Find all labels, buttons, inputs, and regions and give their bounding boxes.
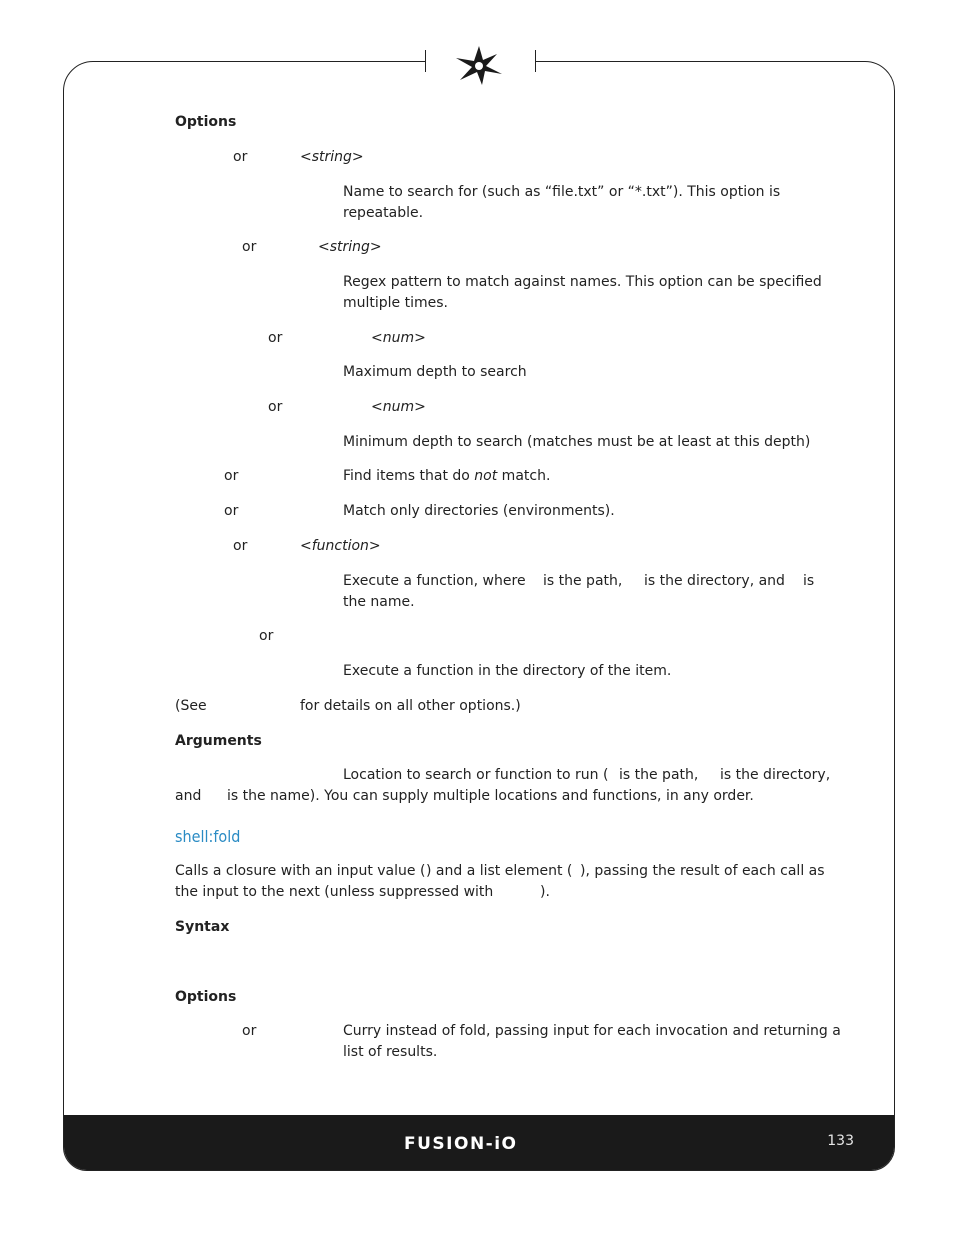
opt3-or: or [268, 330, 283, 346]
opt5-desc [343, 466, 550, 487]
opt2-param: <string> [318, 239, 382, 255]
opt2-desc: Regex pattern to match against names. This option can be specified [343, 274, 822, 290]
opt7-desc-a: Execute a function, where [343, 573, 526, 589]
opt7-desc-b: is the path, [543, 573, 623, 589]
header-divider-right [535, 50, 536, 72]
opt1-desc-2: repeatable. [343, 205, 424, 221]
opt7-desc-d: is [803, 573, 815, 589]
opt2-desc-2: multiple times. [343, 295, 448, 311]
see-pre: (See [175, 698, 207, 714]
opt2-or: or [242, 239, 257, 255]
opt4-desc: Minimum depth to search (matches must be at least at this depth) [343, 434, 811, 450]
opt7-desc-c: is the directory, and [644, 573, 785, 589]
options2-heading: Options [175, 989, 237, 1005]
page-number: 133 [827, 1133, 854, 1149]
opt7-desc-2: the name. [343, 594, 415, 610]
fold-desc-d: the input to the next (unless suppressed with [175, 884, 494, 900]
svg-text:FUSION-iO: FUSION-iO [404, 1134, 518, 1154]
opt6-or: or [224, 503, 239, 519]
curry-desc-2: list of results. [343, 1044, 438, 1060]
opt1-desc: Name to search for (such as “file.txt” or “*.txt”). This option is [343, 184, 781, 200]
see-post: for details on all other options.) [300, 698, 521, 714]
opt1-or: or [233, 149, 248, 165]
opt5-or: or [224, 468, 239, 484]
curry-or: or [242, 1023, 257, 1039]
fold-desc-e: ). [540, 884, 550, 900]
opt8-desc: Execute a function in the directory of the item. [343, 663, 672, 679]
opt4-or: or [268, 399, 283, 415]
args-a: Location to search or function to run ( [343, 767, 609, 783]
opt7-or: or [233, 538, 248, 554]
syntax-heading: Syntax [175, 919, 230, 935]
opt5-desc-italic: not [474, 468, 498, 484]
section-title: shell:fold [175, 827, 241, 846]
arguments-heading: Arguments [175, 733, 262, 749]
fold-desc-b: ) and a list element ( [426, 863, 573, 879]
options-heading: Options [175, 114, 237, 130]
opt5-desc-pre: Find items that do [343, 468, 475, 484]
opt5-desc-post: match. [497, 468, 551, 484]
fold-desc-c: ), passing the result of each call as [580, 863, 825, 879]
args-c: is the directory, [720, 767, 831, 783]
fusion-io-logo [404, 1132, 556, 1154]
opt4-param: <num> [371, 399, 426, 415]
header-divider-left [425, 50, 426, 72]
opt3-desc: Maximum depth to search [343, 364, 527, 380]
args-b: is the path, [619, 767, 699, 783]
args-d: and [175, 788, 202, 804]
fusion-io-emblem-icon [452, 44, 506, 86]
opt1-param: <string> [300, 149, 364, 165]
opt3-param: <num> [371, 330, 426, 346]
opt6-desc: Match only directories (environments). [343, 503, 615, 519]
args-e: is the name). You can supply multiple locations and functions, in any order. [227, 788, 754, 804]
fold-desc-a: Calls a closure with an input value ( [175, 863, 426, 879]
curry-desc: Curry instead of fold, passing input for each invocation and returning a [343, 1023, 841, 1039]
opt8-or: or [259, 628, 274, 644]
opt7-param: <function> [300, 538, 381, 554]
page-footer [64, 1115, 894, 1170]
